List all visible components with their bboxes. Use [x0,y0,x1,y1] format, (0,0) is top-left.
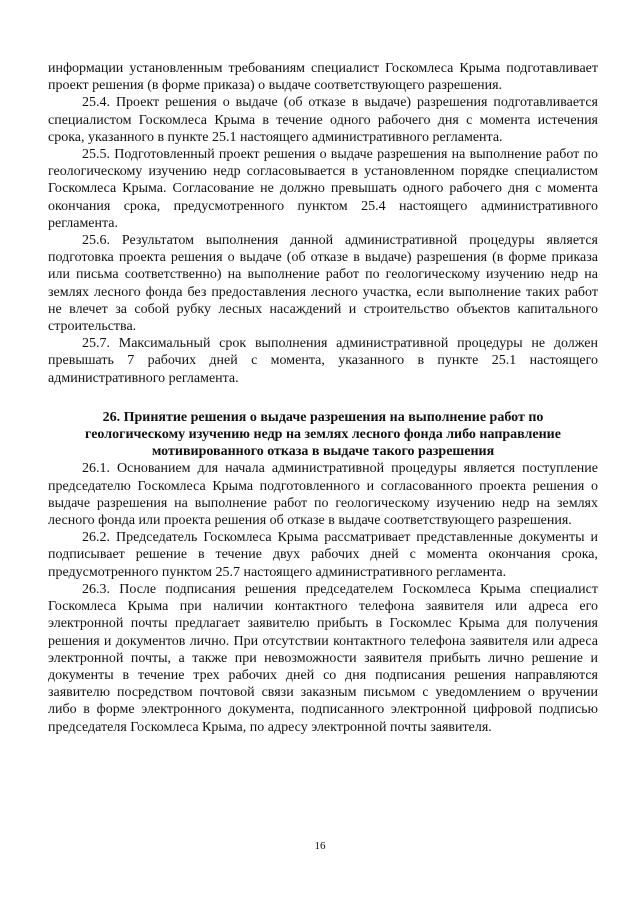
section-heading-26: 26. Принятие решения о выдаче разрешения на выполнение работ по геологическому изучению недр на землях лесного фонда либо направление мотивированного отказа в выдаче такого разрешения [85,409,561,460]
document-page [48,60,598,736]
paragraph-25-7: 25.7. Максимальный срок выполнения административной процедуры не должен превышать 7 рабочих дней с момента, указанного в пункте 25.1 настоящего административного регламента. [48,336,598,386]
paragraph-25-4: 25.4. Проект решения о выдаче (об отказе в выдаче) разрешения подготавливается специалистом Госкомлеса Крыма в течение одного рабочего дня с момента истечения срока, указанного в пункте 25.1 настоящего административного регламента. [48,95,598,145]
paragraph-26-2: 26.2. Председатель Госкомлеса Крыма рассматривает представленные документы и подписывает решение в течение двух рабочих дней с момента окончания срока, предусмотренного пунктом 25.7 настоящего административного регламента. [48,530,598,580]
paragraph-25-6: 25.6. Результатом выполнения данной административной процедуры является подготовка проекта решения о выдаче (об отказе в выдаче) разрешения (в форме приказа или письма соответственно) на выполнение работ по геологическому изучению недр на землях лесного фонда без предоставления лесного участка, если выполнение таких работ не влечет за собой рубку лесных насаждений и строительство объектов капитального строительства. [48,233,598,335]
paragraph-26-3: 26.3. После подписания решения председателем Госкомлеса Крыма специалист Госкомлеса Крыма при наличии контактного телефона заявителя или адреса его электронной почты предлагает заявителю прибыть в Госкомлес Крыма для получения решения и документов лично. При отсутствии контактного телефона заявителя или адреса электронной почты, а также при невозможности заявителя прибыть лично решение и документы в течение трех рабочих дней со дня подписания решения направляются заявителю посредством почтовой связи заказным письмом с уведомлением о вручении либо в форме электронного документа, подписанного электронной цифровой подписью председателя Госкомлеса Крыма, по адресу электронной почты заявителя. [48,581,598,735]
paragraph-25-5: 25.5. Подготовленный проект решения о выдаче разрешения на выполнение работ по геологическому изучению недр согласовывается в установленном порядке специалистом Госкомлеса Крыма. Согласование не должно превышать одного рабочего дня с момента окончания срока, предусмотренного пунктом 25.4 настоящего административного регламента. [48,147,598,231]
paragraph-26-1: 26.1. Основанием для начала административной процедуры является поступление председателю Госкомлеса Крыма подготовленного и согласованного проекта решения о выдаче разрешения на выполнение работ по геологическому изучению недр на землях лесного фонда или проекта решения об отказе в выдаче соответствующего разрешения. [48,461,598,529]
paragraph-continuation: информации установленным требованиям специалист Госкомлеса Крыма подготавливает проект решения (в форме приказа) о выдаче соответствующего разрешения. [48,61,598,94]
page-number: 16 [314,840,326,852]
